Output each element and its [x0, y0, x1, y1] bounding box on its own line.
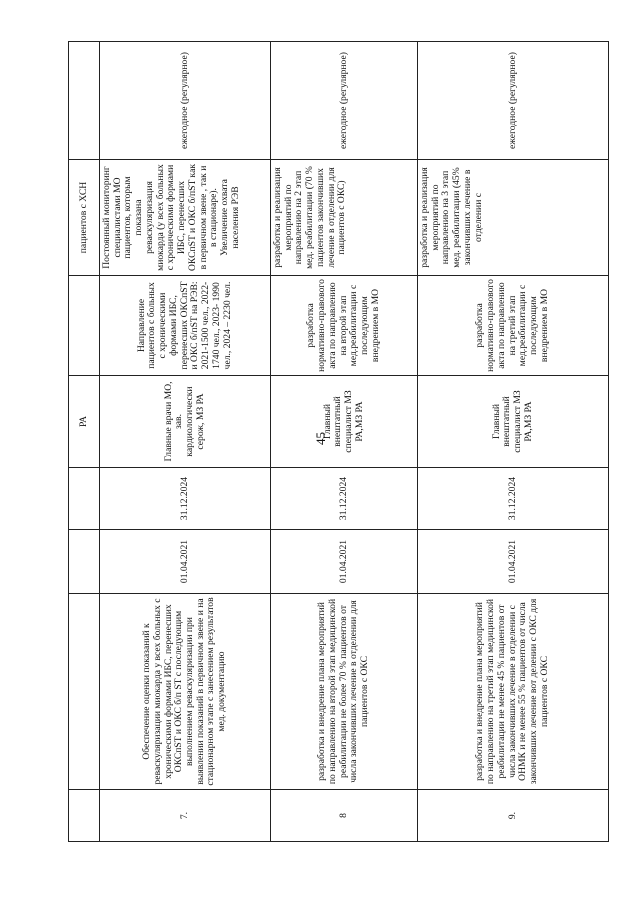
header-cell-patients: пациентов с ХСН — [69, 160, 100, 276]
plan-table — [68, 41, 609, 842]
end-date: 31.12.2024 — [271, 468, 418, 530]
header-cell — [69, 790, 100, 842]
header-cell — [69, 530, 100, 594]
page-number: 45 — [313, 432, 328, 445]
table-row — [271, 42, 418, 842]
table-container — [68, 42, 590, 842]
task-cell: разработка и внедрение плана мероприятий по направлению на второй этап медицинской реабилитации не более 70 % пациентов от числа закончивших лечение в отделении для пациентов с ОКС — [271, 594, 418, 790]
result-cell: разработка нормативно-правового акта по направлению на третий этап мед.реабилитации с последующим внедрением в МО — [418, 276, 609, 376]
row-number: 9. — [418, 790, 609, 842]
header-cell — [69, 468, 100, 530]
indicator-cell: разработка и реализация мероприятий по направлению на 2 этап мед. реабилитации (70 % пациентов закончивших лечение в отделении для пациентов с ОКС) — [271, 160, 418, 276]
end-date: 31.12.2024 — [418, 468, 609, 530]
end-date: 31.12.2024 — [100, 468, 271, 530]
header-cell — [69, 276, 100, 376]
responsible-cell: Главный внештатный специалист МЗ РА,МЗ РА — [418, 376, 609, 468]
period-cell: ежегодное (регулярное) — [100, 42, 271, 160]
result-cell: разработка нормативно-правового акта по направлению на второй этап мед.реабилитации с последующим внедрением в МО — [271, 276, 418, 376]
period-cell: ежегодное (регулярное) — [271, 42, 418, 160]
indicator-cell: разработка и реализация мероприятий по направлению на 3 этап мед. реабилитации (45% закончивших лечение в отделении с — [418, 160, 609, 276]
responsible-cell: Главные врачи МО, зав. кардиологически серож, МЗ РА — [100, 376, 271, 468]
responsible-cell: Главный внештатный специалист МЗ РА,МЗ РА — [271, 376, 418, 468]
task-cell: Обеспечение оценки показаний к реваскуляризации миокарда у всех больных с хроническими формами ИБС, перенесших ОКСпST и ОКС б/п ST с последующим выполнением реваскуляризации при выявлении показаний в первичном звене и на стационарном этапе с занесением результатов мед. документацию — [100, 594, 271, 790]
indicator-cell: Постоянный мониторинг специалистами МО пациентов, которым показана реваскуляризация миокарда (у всех больных с хроническими формами ИБС, перенесших ОКСпST и ОКС б/пST как в первичном звене , так и в стационаре). Увеличение охвата населения РЭВ — [100, 160, 271, 276]
table-row — [100, 42, 271, 842]
row-number: 8 — [271, 790, 418, 842]
period-cell: ежегодное (регулярное) — [418, 42, 609, 160]
header-cell — [69, 594, 100, 790]
task-cell: разработка и внедрение плана мероприятий по направлению на третий этап медицинской реабилитации не менее 45 % пациентов от числа закончивших лечение в отделении с ОНМК и не менее 55 % пациентов от числа закончивших лечение вот делении с ОКС для пациентов с ОКС — [418, 594, 609, 790]
start-date: 01.04.2021 — [418, 530, 609, 594]
start-date: 01.04.2021 — [100, 530, 271, 594]
header-cell-ra: РА — [69, 376, 100, 468]
start-date: 01.04.2021 — [271, 530, 418, 594]
row-number: 7. — [100, 790, 271, 842]
table-row — [69, 42, 100, 842]
header-cell — [69, 42, 100, 160]
result-cell: Направление пациентов с больных с хроническими формами ИБС, перенесших ОКСпST и ОКС б/пST на РЭВ: 2021-1500 чел., 2022-1740 чел., 2023- 1990 чел., 2024 – 2230 чел. — [100, 276, 271, 376]
table-row — [418, 42, 609, 842]
